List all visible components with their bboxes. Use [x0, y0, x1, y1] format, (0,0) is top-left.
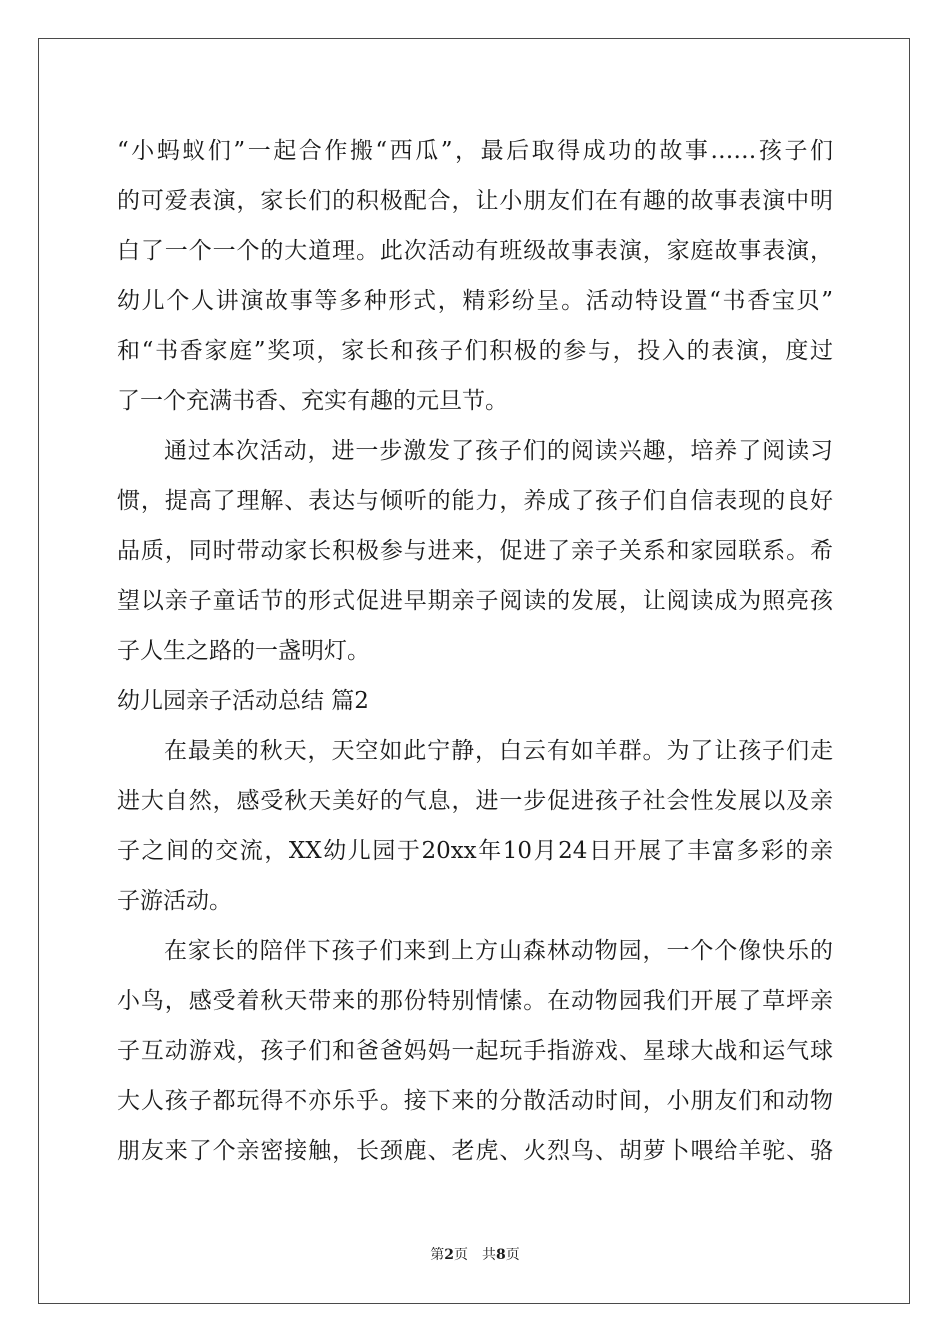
text-line: 的可爱表演，家长们的积极配合，让小朋友们在有趣的故事表演中明 [117, 188, 833, 214]
text-line: 品质，同时带动家长积极参与进来，促进了亲子关系和家园联系。希 [117, 538, 833, 564]
page-prefix: 第 [430, 1247, 445, 1263]
text-line: 在最美的秋天，天空如此宁静，白云有如羊群。为了让孩子们走 [164, 738, 833, 764]
section-heading: 幼儿园亲子活动总结 篇2 [117, 688, 369, 714]
page-number: 2 [444, 1247, 454, 1263]
text-line: 大人孩子都玩得不亦乐乎。接下来的分散活动时间，小朋友们和动物 [117, 1088, 833, 1114]
page-footer [0, 1244, 950, 1264]
text-line: 小鸟，感受着秋天带来的那份特别情愫。在动物园我们开展了草坪亲 [117, 988, 833, 1014]
text-line: 子游活动。 [117, 888, 232, 914]
total-pages: 8 [496, 1247, 506, 1263]
text-line: “小蚂蚁们”一起合作搬“西瓜”，最后取得成功的故事……孩子们 [117, 138, 833, 164]
text-line: 在家长的陪伴下孩子们来到上方山森林动物园，一个个像快乐的 [164, 938, 833, 964]
text-line: 望以亲子童话节的形式促进早期亲子阅读的发展，让阅读成为照亮孩 [117, 588, 833, 614]
text-line: 惯，提高了理解、表达与倾听的能力，养成了孩子们自信表现的良好 [117, 488, 833, 514]
text-line: 白了一个一个的大道理。此次活动有班级故事表演，家庭故事表演， [117, 238, 833, 264]
text-line: 了一个充满书香、充实有趣的元旦节。 [117, 388, 508, 414]
text-line: 进大自然，感受秋天美好的气息，进一步促进孩子社会性发展以及亲 [117, 788, 833, 814]
text-line: 子互动游戏，孩子们和爸爸妈妈一起玩手指游戏、星球大战和运气球 [117, 1038, 833, 1064]
text-line: 子人生之路的一盏明灯。 [117, 638, 370, 664]
text-line: 子之间的交流，XX幼儿园于20xx年10月24日开展了丰富多彩的亲 [117, 838, 833, 864]
text-line: 朋友来了个亲密接触，长颈鹿、老虎、火烈鸟、胡萝卜喂给羊驼、骆 [117, 1138, 833, 1164]
total-prefix: 共 [482, 1247, 496, 1263]
document-body [117, 126, 833, 1176]
text-line: 通过本次活动，进一步激发了孩子们的阅读兴趣，培养了阅读习 [164, 438, 833, 464]
text-line: 和“书香家庭”奖项，家长和孩子们积极的参与，投入的表演，度过 [117, 338, 833, 364]
text-line: 幼儿个人讲演故事等多种形式，精彩纷呈。活动特设置“书香宝贝” [117, 288, 833, 314]
total-suffix: 页 [505, 1247, 520, 1263]
page-suffix: 页 [454, 1247, 468, 1263]
